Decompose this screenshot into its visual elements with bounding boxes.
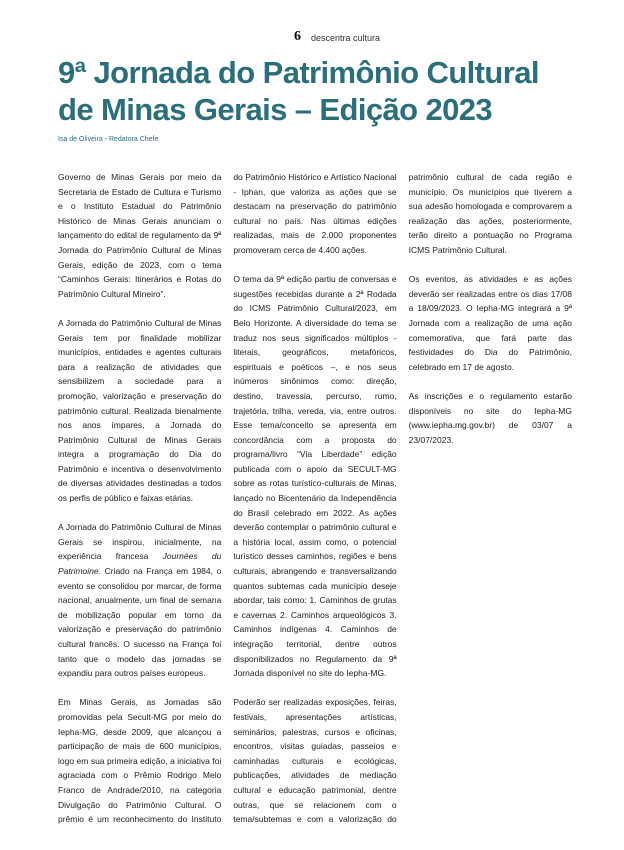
paragraph: As inscrições e o regulamento estarão disponíveis no site do Iepha-MG (www.iepha.mg.gov.br) de 03/07 a 23/07/2023. [408, 390, 572, 445]
paragraph: Em Minas Gerais, as Jornadas são promovidas pela Secult-MG por meio do Iepha-MG, desde 2009, que alcançou a participação de mais de 600 municípios, logo em sua primeira edição, a iniciativa foi agraciada com o Prêmio Rodrigo Melo Franco de Andrade/2010, na categoria Divulgação do Patrimônio Cultural. O prêmio é um reconhecimento do Instituto do Patrimônio Histórico e Artístico Nacional - Iphan, que valoriza as ações que se destacam na preservação do patrimônio cultural no país. Nas últimas edições realizadas, mais de 2.000 proponentes promoveram cerca de 4.400 ações. [58, 172, 397, 825]
italic-term: Journées du Patrimoine [58, 551, 222, 577]
title-line-2: de Minas Gerais – Edição 2023 [58, 92, 493, 127]
section-name: descentra cultura [311, 33, 381, 43]
page-number: 6 [294, 29, 301, 44]
paragraph-inspiration [58, 520, 221, 681]
paragraph: Os eventos, as atividades e as ações deverão ser realizadas entre os dias 17/08 a 18/09/2023. O Iepha-MG integrará a 9ª Jornada com a realização de uma ação comemorativa, que fará parte das festividades do Dia do Patrimônio, celebrado em 17 de agosto. [408, 274, 572, 372]
paragraph: Poderão ser realizadas exposições, feiras, festivais, apresentações artísticas, seminários, palestras, cursos e oficinas, encontros, visitas guiadas, passeios e caminhadas culturais e ecológicas, publicações, atividades de mediação cultural e educação patrimonial, dentre outras, que se relacionem com o tema/subtemas e com a valorização do patrimônio cultural de cada região e município. Os municípios que tiverem a sua adesão homologada e comprovarem a realização das ações, posteriormente, terão direito a pontuação no Programa ICMS Patrimônio Cultural. [233, 172, 572, 825]
byline: Isa de Oliveira - Redatora Chefe [58, 136, 159, 143]
paragraph-text: A Jornada do Patrimônio Cultural de Minas Gerais se inspirou, inicialmente, na experiência francesa [58, 522, 222, 562]
article-title [58, 54, 598, 128]
paragraph: Governo de Minas Gerais por meio da Secretaria de Estado de Cultura e Turismo e o Instituto Estadual do Patrimônio Histórico de Minas Gerais anunciam o lançamento do edital de regulamento da 9ª Jornada do Patrimônio Cultural de Minas Gerais, edição de 2023, com o tema “Caminhos Gerais: Itinerários e Rotas do Patrimônio Cultural Mineiro”. [58, 172, 222, 299]
article-body [58, 170, 572, 830]
paragraph: O tema da 9ª edição partiu de conversas e sugestões recebidas durante a 2ª Rodada do ICMS Patrimônio Cultural/2023, em Belo Horizonte. A diversidade do tema se traduz nos seus significados múltiplos - literais, geográficos, metafóricos, espirituais e poéticos –, e nos seus inúmeros sinônimos como: direção, destino, travessia, percurso, rumo, trajetória, trilha, vereda, via, entre outros. Esse tema/conceito se apresenta em concordância com a proposta do programa/livro “Via Liberdade” edição publicada com o apoio da SECULT-MG sobre as rotas turístico-culturais de Minas, lançado no Bicentenário da Independência do Brasil celebrado em 2022. As ações deverão contemplar o patrimônio cultural e a história local, assim como, o potencial turístico desses caminhos, regiões e bens culturais, abrangendo e transversalizando quantos subtemas cada município deseje abordar, tais como: 1. Caminhos de grutas e cavernas 2. Caminhos arqueológicos 3. Caminhos indígenas 4. Caminhos de integração territorial, dentre outros disponibilizados no Regulamento da 9ª Jornada disponível no site do Iepha-MG. [233, 274, 397, 679]
page-header [0, 29, 624, 45]
paragraph-text: . Criado na França em 1984, o evento se consolidou por marcar, de forma nacional, anualmente, um final de semana de mobilização popular em torno da valorização e preservação do patrimônio cultural francês. O sucesso na França foi tanto que o modelo das jornadas se expandiu para outros países europeus. [58, 566, 222, 679]
title-line-1: 9ª Jornada do Patrimônio Cultural [58, 55, 539, 90]
paragraph: A Jornada do Patrimônio Cultural de Minas Gerais tem por finalidade mobilizar municípios, entidades e agentes culturais para a realização de atividades que sensibilizem a sociedade para a promoção, valorização e preservação do patrimônio cultural. Realizada bienalmente nos anos ímpares, a Jornada do Patrimônio Cultural de Minas Gerais integra a programação do Dia do Patrimônio e incentiva o desenvolvimento de diversas atividades destinadas a todos os perfis de público e faixas etárias. [58, 317, 222, 504]
